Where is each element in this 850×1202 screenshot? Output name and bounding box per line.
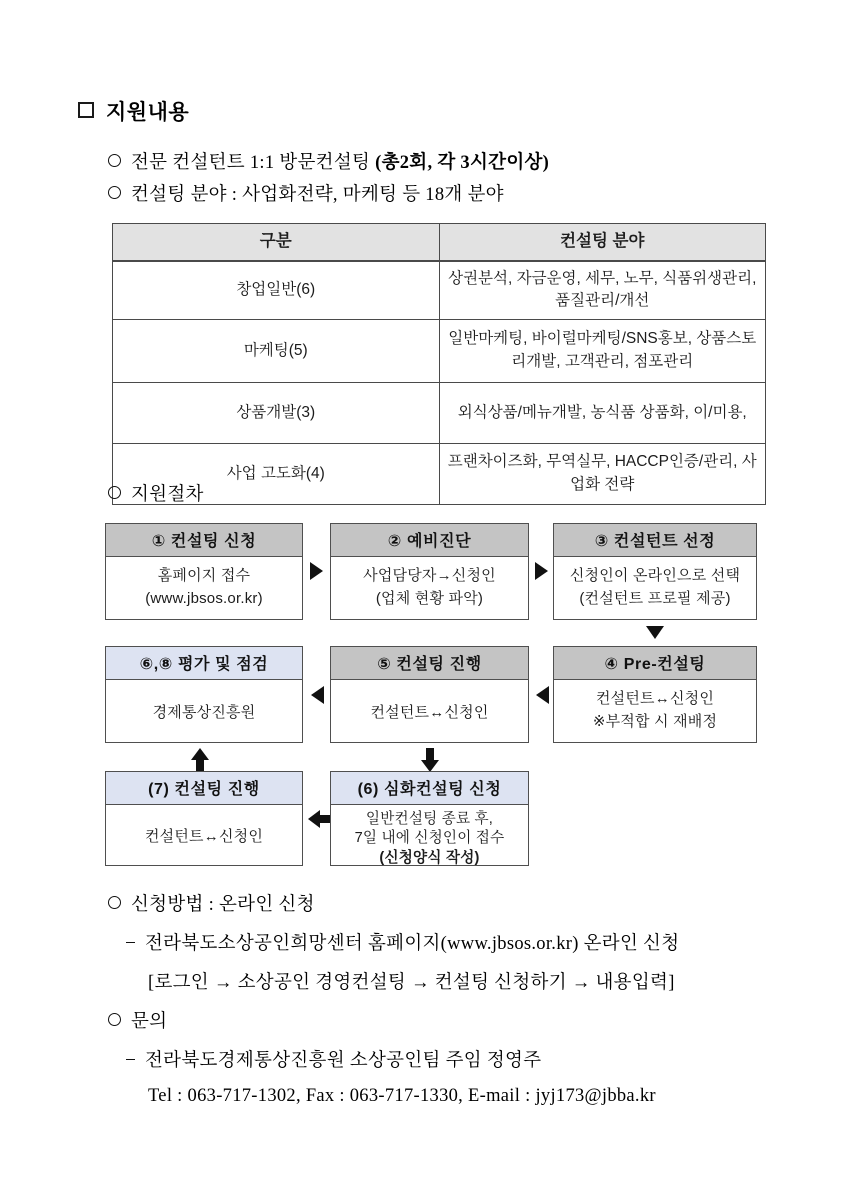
flow-box-step1 — [105, 523, 303, 620]
circle-bullet-icon — [108, 154, 121, 167]
bullet-support-process-text: 지원절차 — [131, 485, 204, 505]
table-header-row — [113, 224, 766, 262]
arrow-left-icon — [311, 686, 324, 704]
bullet-consulting-visits — [108, 148, 549, 174]
flow-box-step1-line1: 홈페이지 접수 — [157, 567, 251, 584]
flow-box-step2-header: ② 예비진단 — [331, 524, 528, 557]
sub-bullet-contact-details: Tel : 063-717-1302, Fax : 063-717-1330, E-mail : jyj173@jbba.kr — [148, 1086, 656, 1106]
flow-box-step2 — [330, 523, 529, 620]
table-cell-category: 창업일반(6) — [113, 261, 440, 319]
table-row — [113, 382, 766, 443]
bullet-support-process — [108, 480, 204, 506]
arrow-left-icon — [536, 686, 549, 704]
table-row — [113, 319, 766, 382]
flow-box-step2-body — [331, 557, 528, 616]
bullet-consulting-visits-emphasis: (총2회, 각 3시간이상) — [375, 153, 550, 173]
flow-box-step4-line2: ※부적합 시 재배정 — [592, 712, 718, 730]
flow-box-step2-line1: 사업담당자→신청인 — [363, 567, 496, 584]
sub-bullet-homepage — [126, 929, 679, 955]
flow-box-step1-header: ① 컨설팅 신청 — [106, 524, 302, 557]
arrow-left-icon — [308, 810, 332, 828]
sub-bullet-contact-person — [126, 1046, 541, 1072]
flow-box-step1-line2: (www.jbsos.or.kr) — [145, 589, 263, 607]
flow-box-step3-body — [554, 557, 756, 616]
table-header-fields: 컨설팅 분야 — [439, 224, 766, 262]
flow-box-step7-header: (7) 컨설팅 진행 — [106, 772, 302, 805]
flow-box-step3-header: ③ 컨설턴트 선정 — [554, 524, 756, 557]
circle-bullet-icon — [108, 1013, 121, 1026]
flow-box-step5-line1: 컨설턴트↔신청인 — [370, 704, 489, 721]
flow-box-step68-body — [106, 680, 302, 731]
table-cell-fields: 외식상품/메뉴개발, 농식품 상품화, 이/미용, — [439, 382, 766, 443]
sub-bullet-contact-person-text: 전라북도경제통상진흥원 소상공인팀 주임 정영주 — [145, 1051, 542, 1071]
dash-bullet-icon — [126, 1059, 135, 1060]
flow-box-step6-deep-line3: (신청양식 작성) — [379, 849, 480, 866]
square-bullet-icon — [78, 102, 94, 118]
flow-box-step6-deep-header: (6) 심화컨설팅 신청 — [331, 772, 528, 805]
bullet-application-method-text: 신청방법 : 온라인 신청 — [131, 895, 315, 915]
circle-bullet-icon — [108, 896, 121, 909]
flow-box-step4-body — [554, 680, 756, 739]
flow-box-step6-deep-body — [331, 805, 528, 874]
bullet-inquiry-text: 문의 — [131, 1012, 168, 1032]
flow-box-step6-deep — [330, 771, 529, 866]
arrow-down-icon — [421, 748, 439, 772]
bullet-consulting-areas — [108, 180, 504, 206]
flow-box-step4 — [553, 646, 757, 743]
flow-box-step4-header: ④ Pre-컨설팅 — [554, 647, 756, 680]
arrow-right-icon — [310, 562, 323, 580]
flow-box-step6-deep-line2: 7일 내에 신청인이 접수 — [354, 830, 505, 847]
arrow-down-icon — [646, 626, 664, 639]
flow-box-step5-header: ⑤ 컨설팅 진행 — [331, 647, 528, 680]
table-cell-fields: 상권분석, 자금운영, 세무, 노무, 식품위생관리, 품질관리/개선 — [439, 261, 766, 319]
arrow-right-icon — [535, 562, 548, 580]
table-row — [113, 261, 766, 319]
sub-bullet-homepage-text: 전라북도소상공인희망센터 홈페이지(www.jbsos.or.kr) 온라인 신청 — [145, 934, 680, 954]
bullet-application-method — [108, 890, 315, 916]
flow-box-step5-body — [331, 680, 528, 731]
flow-box-step68-line1: 경제통상진흥원 — [152, 704, 256, 721]
circle-bullet-icon — [108, 486, 121, 499]
table-cell-fields: 프랜차이즈화, 무역실무, HACCP인증/관리, 사업화 전략 — [439, 443, 766, 504]
section-title — [78, 96, 189, 126]
flow-box-step68 — [105, 646, 303, 743]
bullet-inquiry — [108, 1007, 167, 1033]
flow-box-step68-header: ⑥,⑧ 평가 및 점검 — [106, 647, 302, 680]
bullet-consulting-areas-text: 컨설팅 분야 : 사업화전략, 마케팅 등 18개 분야 — [131, 185, 504, 205]
flow-box-step7-body — [106, 805, 302, 855]
table-cell-category: 마케팅(5) — [113, 319, 440, 382]
flow-box-step7 — [105, 771, 303, 866]
flow-box-step7-line1: 컨설턴트↔신청인 — [144, 828, 264, 845]
table-header-category: 구분 — [113, 224, 440, 262]
circle-bullet-icon — [108, 186, 121, 199]
section-title-text: 지원내용 — [106, 100, 190, 124]
flow-box-step6-deep-line1: 일반컨설팅 종료 후, — [365, 811, 494, 827]
bullet-consulting-visits-text: 전문 컨설턴트 1:1 방문컨설팅 (총2회, 각 3시간이상) — [131, 153, 550, 173]
flow-box-step3-line2: (컨설턴트 프로필 제공) — [579, 589, 731, 607]
table-cell-category: 사업 고도화(4) — [113, 443, 440, 504]
sub-bullet-login-path: [로그인 → 소상공인 경영컨설팅 → 컨설팅 신청하기 → 내용입력] — [148, 973, 675, 993]
flow-box-step3 — [553, 523, 757, 620]
flow-box-step5 — [330, 646, 529, 743]
table-row — [113, 443, 766, 504]
flow-box-step3-line1: 신청인이 온라인으로 선택 — [569, 567, 741, 584]
flow-box-step1-body — [106, 557, 302, 616]
table-cell-category: 상품개발(3) — [113, 382, 440, 443]
flow-box-step4-line1: 컨설턴트↔신청인 — [595, 690, 715, 707]
dash-bullet-icon — [126, 942, 135, 943]
flow-box-step2-line2: (업체 현황 파악) — [375, 589, 484, 607]
table-cell-fields: 일반마케팅, 바이럴마케팅/SNS홍보, 상품스토리개발, 고객관리, 점포관리 — [439, 319, 766, 382]
consulting-areas-table — [112, 223, 766, 505]
